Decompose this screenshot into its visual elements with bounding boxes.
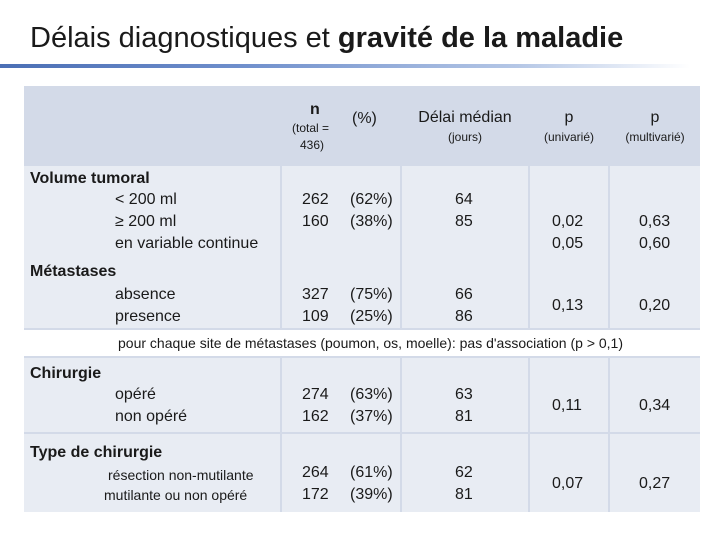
section-type-title: Type de chirurgie bbox=[30, 444, 163, 461]
title-part1: Délais diagnostiques et bbox=[30, 22, 338, 54]
chirurgie-pct: (63%) bbox=[350, 386, 393, 403]
chirurgie-row-label: opéré bbox=[115, 386, 156, 403]
volume-pct: (38%) bbox=[350, 213, 393, 230]
section-chirurgie-title: Chirurgie bbox=[30, 365, 102, 382]
header-p-multi-sub: (multivarié) bbox=[625, 130, 685, 144]
header-n-total-1: (total = bbox=[292, 121, 330, 135]
metastases-row-label: absence bbox=[115, 286, 176, 303]
header-p-uni-sub: (univarié) bbox=[543, 130, 594, 144]
type-n: 172 bbox=[302, 486, 329, 503]
metastases-p-multi: 0,20 bbox=[639, 297, 671, 314]
chirurgie-delai: 81 bbox=[455, 408, 473, 425]
metastases-p-uni: 0,13 bbox=[552, 297, 584, 314]
metastases-row-label: presence bbox=[115, 308, 181, 325]
header-p-uni: p bbox=[564, 109, 574, 126]
type-p-multi: 0,27 bbox=[639, 475, 671, 492]
chirurgie-pct: (37%) bbox=[350, 408, 393, 425]
volume-n: 160 bbox=[302, 213, 329, 230]
type-pct: (61%) bbox=[350, 464, 393, 481]
cell-bg bbox=[610, 434, 700, 512]
title-underline bbox=[0, 64, 690, 68]
metastases-note: pour chaque site de métastases (poumon, os, moelle): pas d'association (p > 0,1) bbox=[118, 335, 624, 351]
type-pct: (39%) bbox=[350, 486, 393, 503]
metastases-pct: (75%) bbox=[350, 286, 393, 303]
header-pct: (%) bbox=[352, 110, 377, 127]
metastases-n: 327 bbox=[302, 286, 329, 303]
chirurgie-p-multi: 0,34 bbox=[639, 397, 671, 414]
volume-n: 262 bbox=[302, 191, 329, 208]
volume-delai: 85 bbox=[455, 213, 473, 230]
type-delai: 62 bbox=[455, 464, 473, 481]
volume-p-uni: 0,02 bbox=[552, 213, 584, 230]
metastases-delai: 86 bbox=[455, 308, 473, 325]
header-n-total-2: 436) bbox=[300, 138, 325, 152]
volume-row-label: < 200 ml bbox=[115, 191, 177, 208]
cell-bg bbox=[530, 358, 608, 432]
chirurgie-row-label: non opéré bbox=[115, 408, 188, 425]
volume-p-multi: 0,63 bbox=[639, 213, 671, 230]
chirurgie-n: 274 bbox=[302, 386, 329, 403]
header-n: n bbox=[310, 101, 320, 118]
header-delai: Délai médian bbox=[418, 109, 512, 126]
cell-bg bbox=[530, 434, 608, 512]
volume-row-label: ≥ 200 ml bbox=[115, 213, 177, 230]
metastases-pct: (25%) bbox=[350, 308, 393, 325]
header-delai-sub: (jours) bbox=[447, 130, 482, 144]
cell-bg bbox=[610, 358, 700, 432]
volume-p-multi: 0,60 bbox=[639, 235, 671, 252]
slide-title bbox=[30, 22, 623, 55]
metastases-n: 109 bbox=[302, 308, 329, 325]
chirurgie-p-uni: 0,11 bbox=[552, 397, 582, 414]
type-p-uni: 0,07 bbox=[552, 475, 584, 492]
type-row-label: résection non-mutilante bbox=[108, 467, 254, 483]
volume-delai: 64 bbox=[455, 191, 473, 208]
section-metastases-title: Métastases bbox=[30, 263, 117, 280]
header-p-multi: p bbox=[650, 109, 660, 126]
type-n: 264 bbox=[302, 464, 329, 481]
chirurgie-n: 162 bbox=[302, 408, 329, 425]
chirurgie-delai: 63 bbox=[455, 386, 473, 403]
section-volume-title: Volume tumoral bbox=[30, 170, 150, 187]
metastases-delai: 66 bbox=[455, 286, 473, 303]
type-delai: 81 bbox=[455, 486, 473, 503]
type-row-label: mutilante ou non opéré bbox=[104, 487, 248, 503]
volume-pct: (62%) bbox=[350, 191, 393, 208]
title-part2: gravité de la maladie bbox=[337, 22, 624, 54]
volume-p-uni: 0,05 bbox=[552, 235, 584, 252]
volume-row-label: en variable continue bbox=[115, 235, 259, 252]
